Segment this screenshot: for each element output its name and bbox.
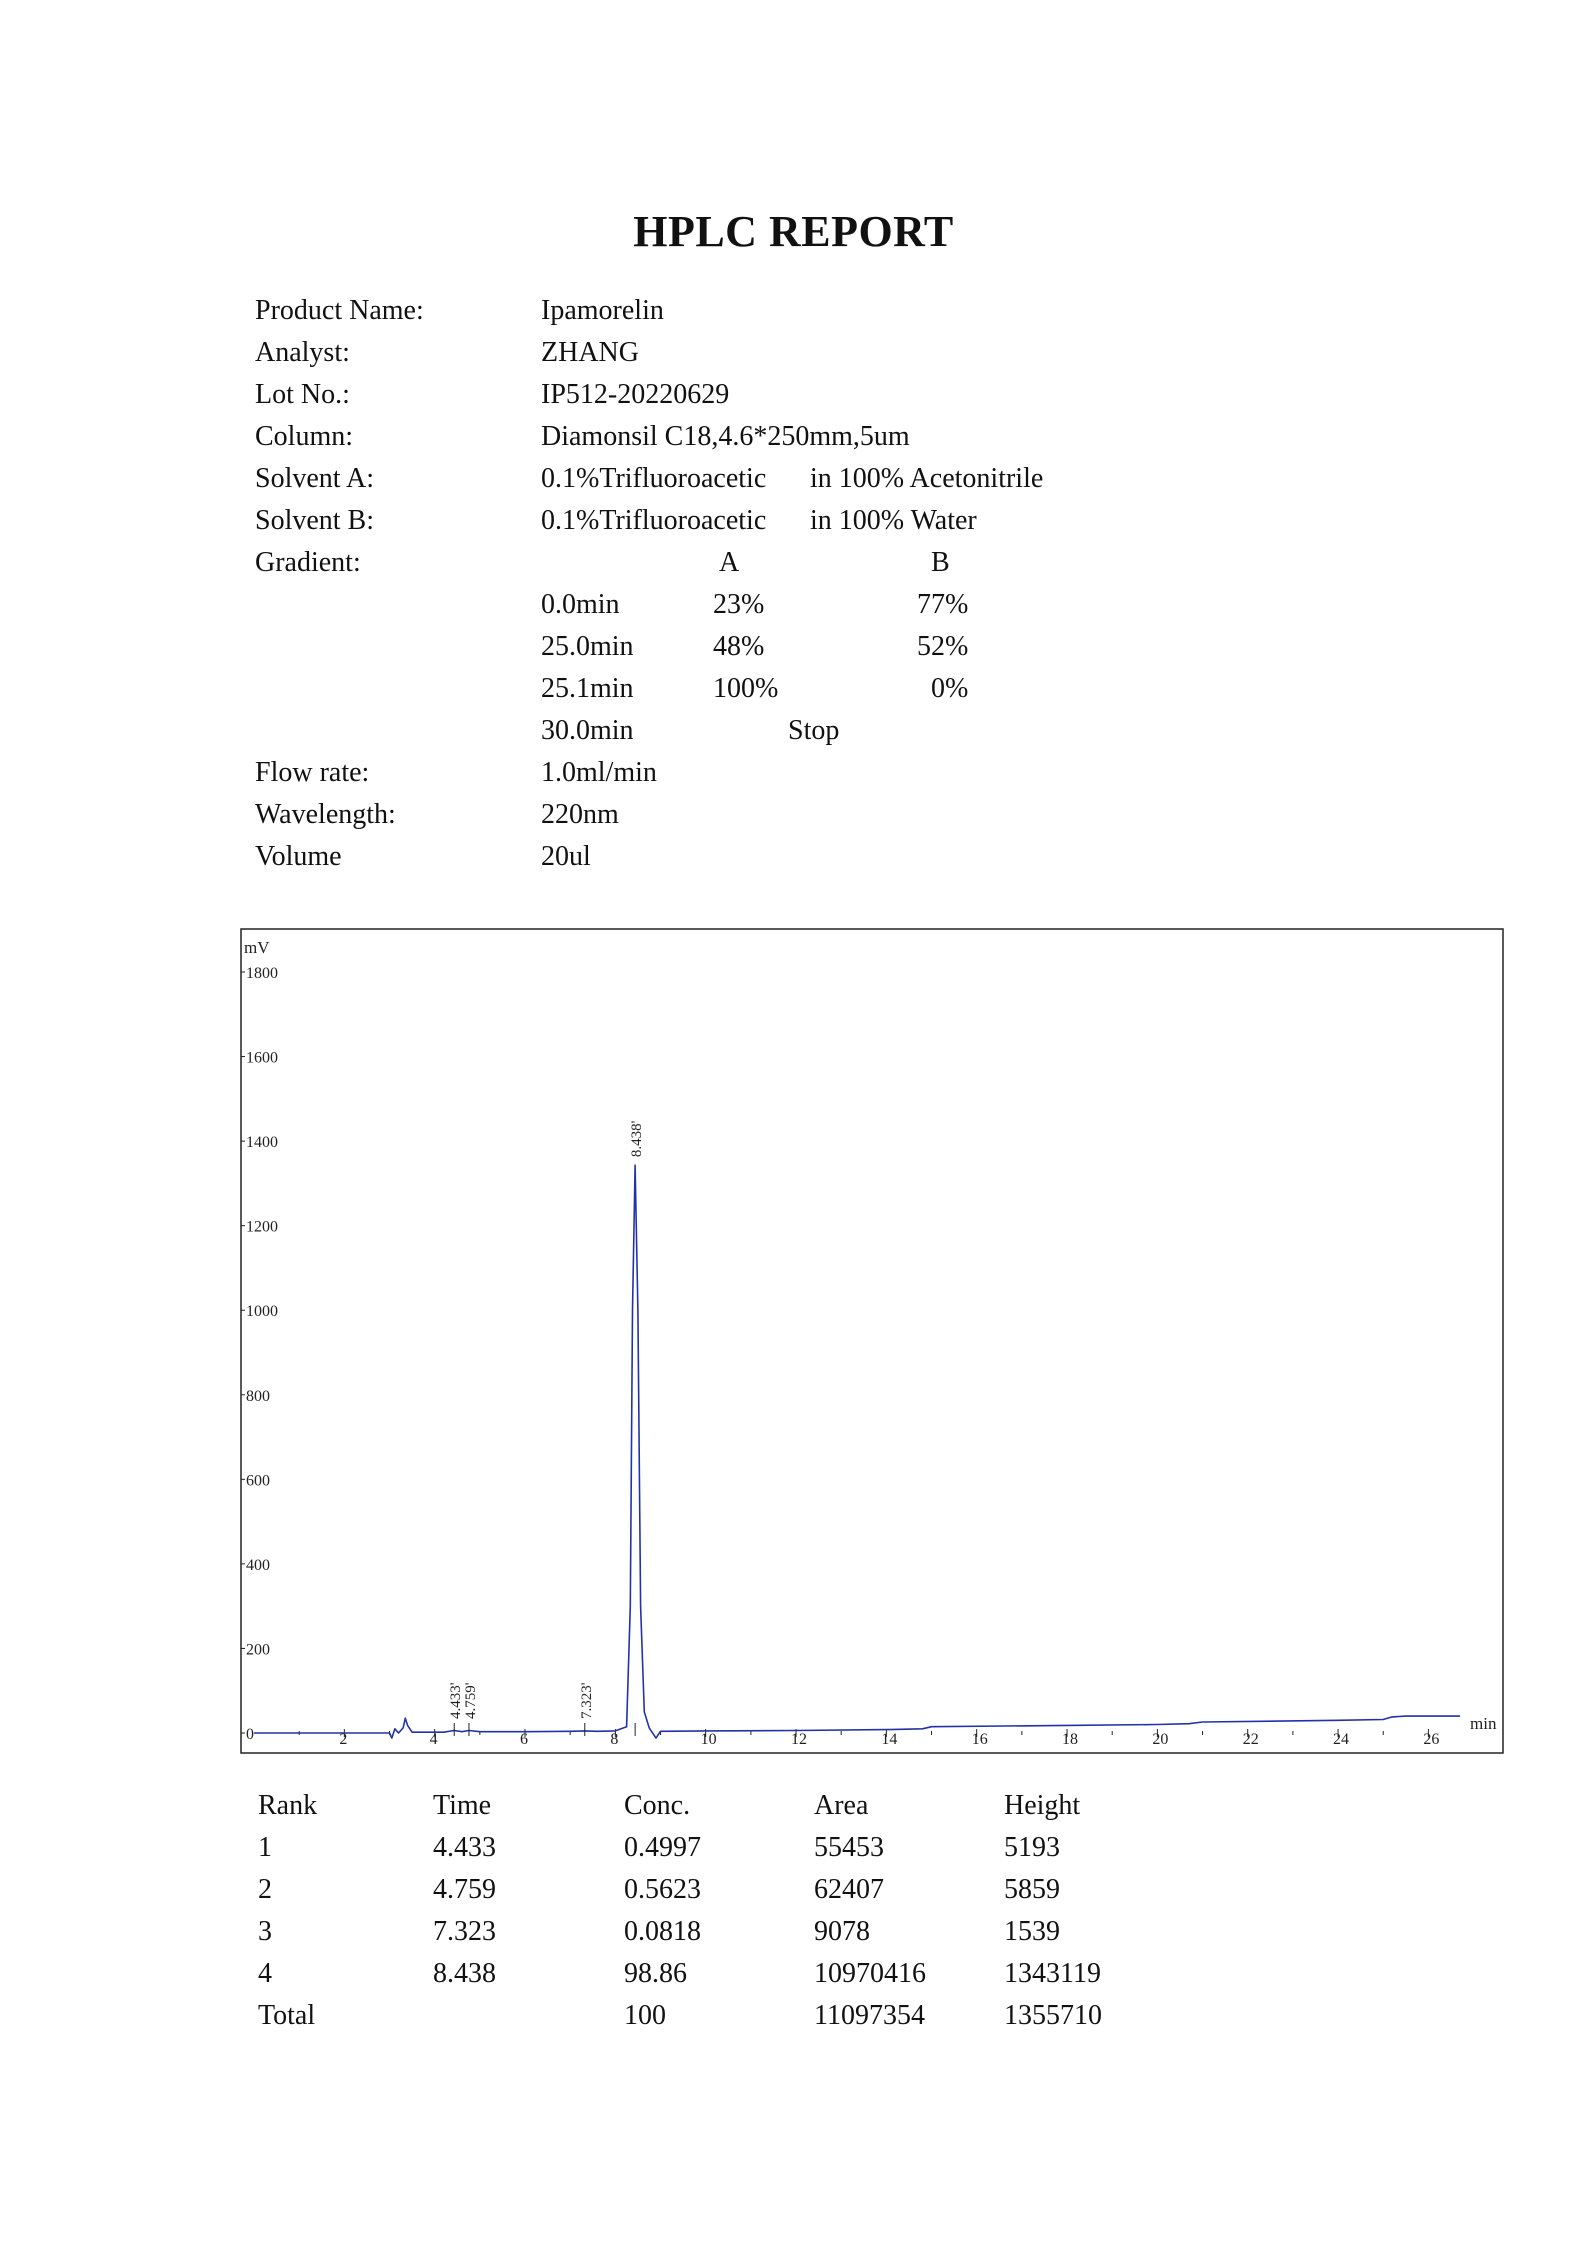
gradient-a: 23%	[713, 589, 765, 620]
info-label: Lot No.:	[255, 379, 350, 410]
x-tick-label: 12	[791, 1731, 808, 1748]
peak-label: 8.438'	[629, 1120, 646, 1158]
info-value: ZHANG	[541, 337, 639, 368]
x-tick-label: 20	[1152, 1731, 1169, 1748]
results-cell: 1539	[1004, 1916, 1060, 1947]
peak-label: 4.759'	[462, 1682, 479, 1719]
gradient-b: 52%	[917, 631, 969, 662]
x-tick-label: 18	[1062, 1731, 1079, 1748]
results-cell: 9078	[814, 1916, 870, 1947]
y-tick-label: 1400	[246, 1134, 278, 1152]
results-cell: 1	[258, 1832, 272, 1863]
gradient-time: 25.1min	[541, 673, 634, 704]
results-cell: 2	[258, 1874, 272, 1905]
y-tick-label: 400	[246, 1556, 270, 1574]
x-tick-label: 24	[1333, 1731, 1350, 1748]
results-cell: 3	[258, 1916, 272, 1947]
gradient-a: 100%	[713, 673, 779, 704]
info-label: Product Name:	[255, 295, 424, 326]
info-value: 0.1%Trifluoroacetic	[541, 505, 767, 536]
results-cell: 8.438	[433, 1958, 496, 1989]
gradient-time: 25.0min	[541, 631, 634, 662]
gradient-header-b: B	[931, 547, 950, 578]
gradient-time: 0.0min	[541, 589, 620, 620]
x-tick-label: 6	[520, 1731, 529, 1748]
y-tick-label: 600	[246, 1472, 270, 1490]
results-cell: 5193	[1004, 1832, 1060, 1863]
y-tick-label: 0	[246, 1726, 254, 1743]
x-tick-label: 14	[881, 1731, 898, 1748]
chromatogram-svg	[240, 928, 1504, 1754]
info-value-2: in 100% Acetonitrile	[810, 463, 1044, 494]
gradient-b: 77%	[917, 589, 969, 620]
results-cell: 4	[258, 1958, 272, 1989]
info-value: IP512-20220629	[541, 379, 730, 410]
info-label: Solvent A:	[255, 463, 375, 494]
peak-label: 7.323'	[578, 1682, 595, 1719]
chromatogram-trace	[254, 1165, 1460, 1738]
results-cell: 4.759	[433, 1874, 496, 1905]
results-header-cell: Rank	[258, 1790, 318, 1821]
results-header-cell: Time	[433, 1790, 492, 1821]
gradient-header-a: A	[719, 547, 740, 578]
results-cell: 10970416	[814, 1958, 926, 1989]
info-value: 220nm	[541, 799, 619, 830]
results-cell: 0.4997	[624, 1832, 701, 1863]
x-tick-label: 26	[1423, 1731, 1440, 1748]
gradient-a: 48%	[713, 631, 765, 662]
results-cell: 5859	[1004, 1874, 1060, 1905]
info-value: 20ul	[541, 841, 591, 872]
gradient-time: 30.0min	[541, 715, 634, 746]
results-cell: 62407	[814, 1874, 884, 1905]
info-label: Volume	[255, 841, 342, 872]
y-tick-label: 1800	[246, 965, 278, 982]
y-tick-label: 1200	[246, 1218, 278, 1236]
results-cell: 55453	[814, 1832, 884, 1863]
chart-frame	[241, 929, 1503, 1753]
results-cell: 0.0818	[624, 1916, 701, 1947]
results-header-cell: Height	[1004, 1790, 1081, 1821]
y-tick-label: 1000	[246, 1303, 278, 1321]
results-cell: 4.433	[433, 1832, 496, 1863]
info-label: Gradient:	[255, 547, 361, 578]
report-title: HPLC REPORT	[633, 207, 954, 256]
x-tick-label: 10	[700, 1731, 717, 1748]
gradient-b: 0%	[931, 673, 969, 704]
y-tick-label: 1600	[246, 1049, 278, 1067]
results-header-cell: Area	[814, 1790, 869, 1821]
y-tick-label: 200	[246, 1641, 270, 1659]
info-value-2: in 100% Water	[810, 505, 977, 536]
results-cell: 7.323	[433, 1916, 496, 1947]
info-value: Ipamorelin	[541, 295, 664, 326]
x-tick-label: 2	[339, 1731, 348, 1748]
results-cell: 1343119	[1004, 1958, 1101, 1989]
results-cell: 0.5623	[624, 1874, 701, 1905]
info-label: Analyst:	[255, 337, 350, 368]
info-value: 0.1%Trifluoroacetic	[541, 463, 767, 494]
info-label: Column:	[255, 421, 354, 452]
results-cell: Total	[258, 2000, 316, 2031]
results-cell: 98.86	[624, 1958, 687, 1989]
results-header-cell: Conc.	[624, 1790, 691, 1821]
x-tick-label: 8	[610, 1731, 619, 1748]
x-tick-label: 22	[1242, 1731, 1259, 1748]
info-value: 1.0ml/min	[541, 757, 657, 788]
x-unit-label: min	[1470, 1714, 1497, 1733]
gradient-stop: Stop	[788, 715, 840, 746]
info-value: Diamonsil C18,4.6*250mm,5um	[541, 421, 910, 452]
x-tick-label: 4	[429, 1731, 438, 1748]
info-label: Solvent B:	[255, 505, 375, 536]
results-cell: 11097354	[814, 2000, 925, 2031]
y-tick-label: 800	[246, 1387, 270, 1405]
chromatogram-chart	[240, 928, 1504, 1759]
results-cell: 100	[624, 2000, 666, 2031]
results-cell: 1355710	[1004, 2000, 1102, 2031]
info-label: Flow rate:	[255, 757, 370, 788]
peak-label: 4.433'	[448, 1682, 465, 1719]
info-label: Wavelength:	[255, 799, 396, 830]
y-unit-label: mV	[244, 938, 270, 957]
x-tick-label: 16	[971, 1731, 988, 1748]
